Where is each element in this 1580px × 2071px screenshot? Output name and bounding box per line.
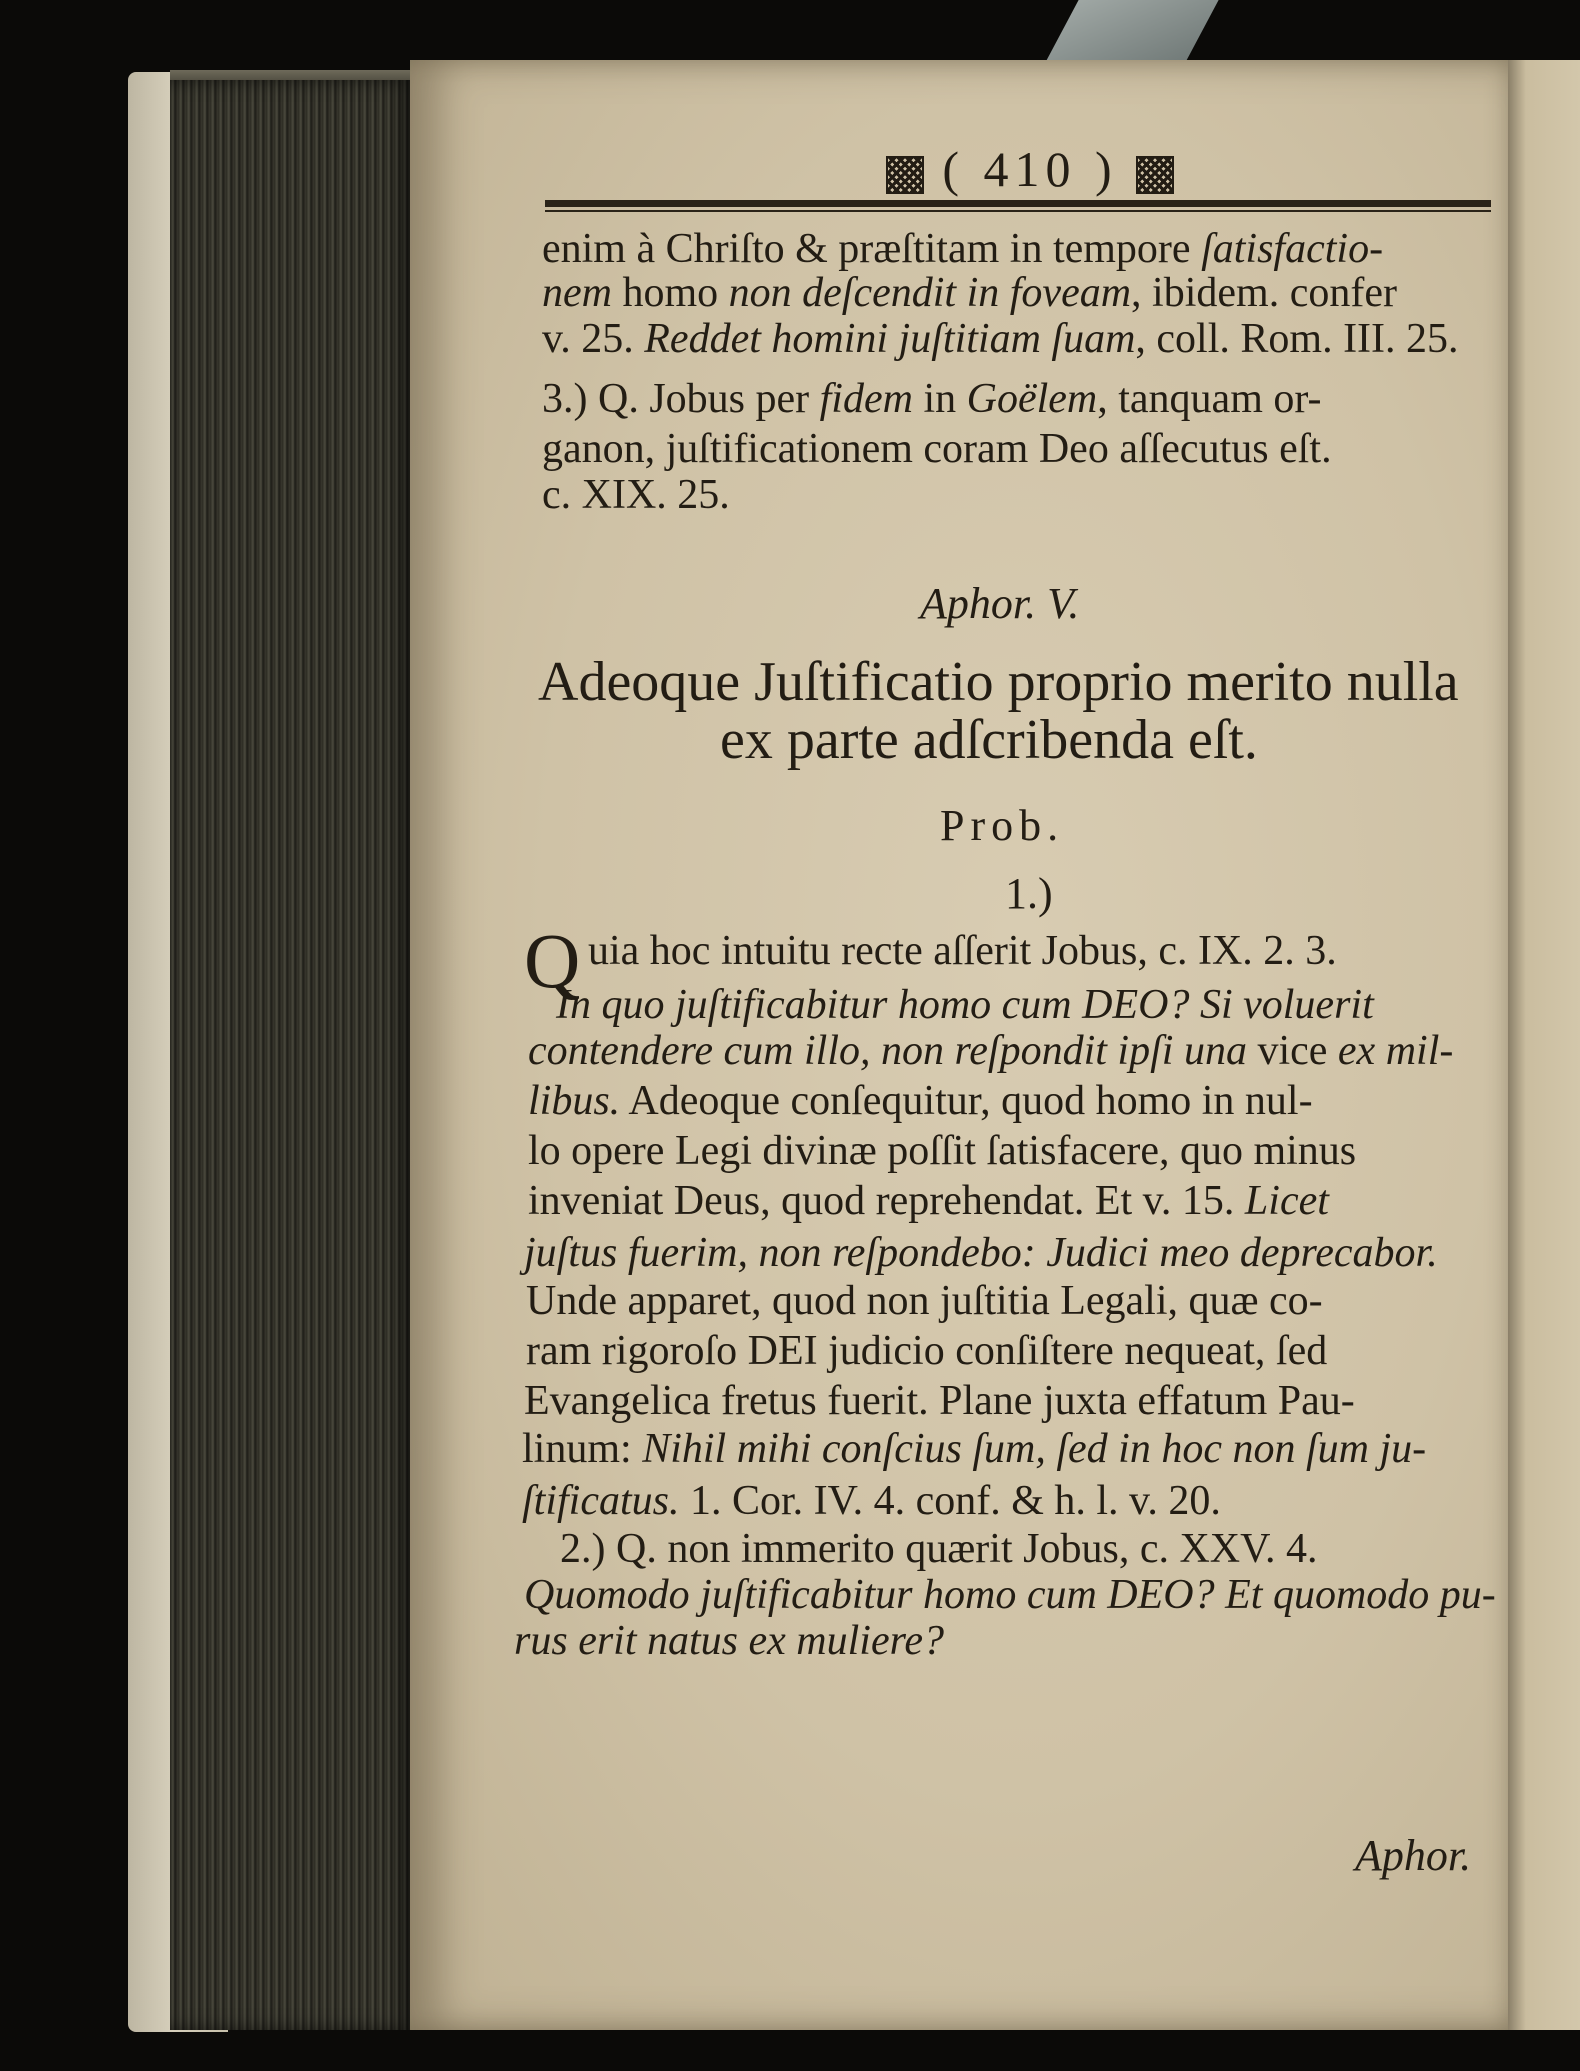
text-run: 1. Cor. IV. 4. conf. & h. l. v. 20. (679, 1478, 1221, 1524)
text-run: libus. (528, 1078, 621, 1124)
text-run: in (912, 376, 967, 422)
text-line (524, 1380, 1355, 1422)
text-line (542, 378, 1322, 420)
page-number: ( 410 ) (942, 141, 1118, 197)
text-run: Nihil mihi conſcius ſum, ſed in hoc non ſum ju- (642, 1426, 1427, 1472)
text-line (588, 930, 1337, 972)
text-line (528, 1180, 1329, 1222)
drop-cap: Q (524, 917, 581, 1004)
text-line (542, 272, 1397, 314)
text-run: ram rigoroſo DEI judicio conſiſtere nequeat, ſed (526, 1328, 1328, 1374)
text-line (528, 1130, 1356, 1172)
text-line (526, 1330, 1327, 1372)
text-run: 3.) Q. Jobus per (542, 376, 820, 422)
text-run: v. 25. (542, 316, 645, 362)
text-run: enim à Chriſto & præſtitam in tempore (542, 226, 1202, 272)
text-run: , coll. Rom. III. 25. (1135, 316, 1459, 362)
text-run: uia hoc intuitu recte aſſerit Jobus, c. IX. 2. 3. (588, 928, 1337, 974)
text-line (524, 1232, 1438, 1274)
text-run: contendere cum illo, non reſpondit ipſi una (528, 1028, 1247, 1074)
text-line (528, 1030, 1453, 1072)
text-run: fidem (819, 376, 913, 422)
text-run: Goëlem (966, 376, 1098, 422)
text-run: In quo juſtificabitur homo cum DEO? Si voluerit (556, 982, 1374, 1028)
text-run: inveniat Deus, quod reprehendat. Et v. 15. (528, 1178, 1245, 1224)
text-run: non deſcendit in foveam (728, 270, 1132, 316)
text-line (556, 984, 1374, 1026)
text-run: Unde apparet, quod non juſtitia Legali, quæ co- (526, 1278, 1323, 1324)
text-run: vice (1246, 1028, 1338, 1074)
header-rule-thin (545, 210, 1491, 212)
text-line (528, 1080, 1313, 1122)
text-run: Quomodo juſtificabitur homo cum DEO? Et quomodo pu- (524, 1572, 1496, 1618)
text-run: nem (542, 270, 612, 316)
text-run: rus erit natus ex muliere? (514, 1618, 945, 1664)
text-run: 2.) Q. non immerito quærit Jobus, c. XXV. 4. (560, 1526, 1318, 1572)
text-line (560, 1528, 1318, 1570)
aphorism-line-2: ex parte adſcribenda eſt. (720, 709, 1258, 771)
proof-number-1: 1.) (1005, 869, 1053, 918)
text-run: Reddet homini juſtitiam ſuam (644, 316, 1136, 362)
text-run: juſtus fuerim, non reſpondebo: Judici meo deprecabor. (524, 1230, 1438, 1276)
catchword: Aphor. (1355, 1831, 1472, 1880)
text-run: c. XIX. 25. (542, 472, 730, 518)
text-line (522, 1428, 1426, 1470)
text-run: ſtificatus. (522, 1478, 680, 1524)
text-run: lo opere Legi divinæ poſſit ſatisfacere, quo minus (528, 1128, 1357, 1174)
text-line (524, 1574, 1496, 1616)
text-run: , ibidem. confer (1131, 270, 1397, 316)
text-run: ganon, juſtificationem coram Deo aſſecutus eſt. (542, 426, 1332, 472)
text-line (542, 318, 1459, 360)
prob-label: Prob. (940, 801, 1065, 850)
text-run: ſatisfactio- (1201, 226, 1384, 272)
header-rule (545, 200, 1491, 207)
text-line (526, 1280, 1323, 1322)
text-line (542, 474, 730, 516)
text-line (542, 428, 1332, 470)
page-block-edges (170, 80, 410, 2030)
ornament-right-icon (1136, 156, 1174, 194)
text-line (522, 1480, 1221, 1522)
text-run: homo (611, 270, 729, 316)
text-run: Evangelica fretus fuerit. Plane juxta effatum Pau- (524, 1378, 1355, 1424)
text-run: Licet (1244, 1178, 1329, 1224)
text-line (542, 228, 1383, 270)
page-header (820, 140, 1240, 198)
facing-page-edge (1508, 60, 1580, 2030)
text-run: Adeoque conſequitur, quod homo in nul- (620, 1078, 1313, 1124)
text-run: linum: (522, 1426, 643, 1472)
text-line (514, 1620, 944, 1662)
text-run: ex mil- (1337, 1028, 1454, 1074)
aphorism-title: Aphor. V. (920, 579, 1080, 628)
aphorism-line-1: Adeoque Juſtificatio proprio merito nulla (538, 651, 1459, 713)
ornament-left-icon (886, 156, 924, 194)
text-run: , tanquam or- (1097, 376, 1322, 422)
